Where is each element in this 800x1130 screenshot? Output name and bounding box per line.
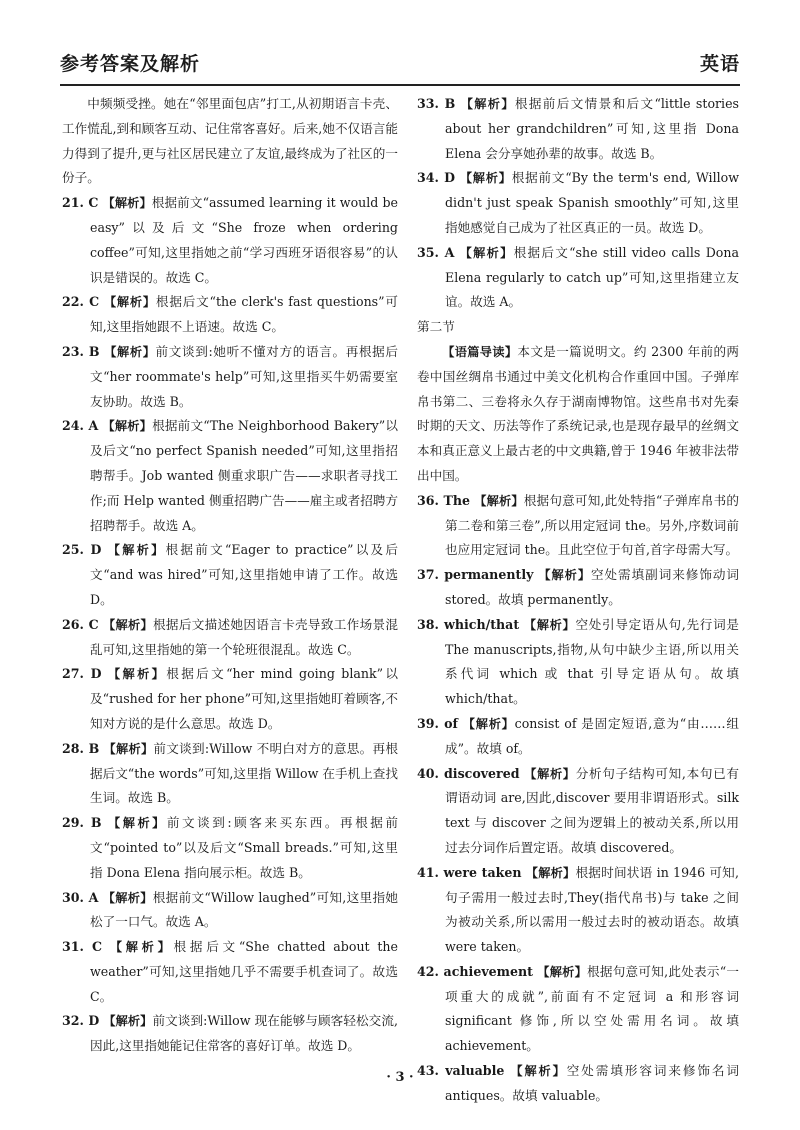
analysis-label: 【解析】 xyxy=(462,716,515,731)
answer-item xyxy=(417,762,739,861)
block-text: 前文谈到:顾客来买东西。再根据前文“pointed to”以及后文“Small breads.”可知,这里指 Dona Elena 指向展示柜。故选 B。 xyxy=(90,815,398,880)
analysis-label: 【解析】 xyxy=(537,964,588,979)
block-text: 本文是一篇说明文。约 2300 年前的两卷中国丝绸帛书通过中美文化机构合作重回中国。子弹库帛书第二、三卷将永久存于湖南博物馆。这些帛书对先秦时期的天文、历法等作了系统记录,也是现存最早的丝绸文本和真正意义上最古老的中文典籍,曾于 1946 年被非法带出中国。 xyxy=(417,343,739,483)
answer-item xyxy=(62,414,398,538)
answer-number: 32. D xyxy=(62,1013,100,1029)
header-subject: 英语 xyxy=(699,53,740,75)
analysis-label: 【解析】 xyxy=(107,543,166,558)
analysis-label: 【解析】 xyxy=(510,1064,567,1079)
left-column xyxy=(62,92,398,1059)
block-text: 第二节 xyxy=(417,319,455,335)
block-text: 根据后文“the clerk's fast questions”可知,这里指她跟不上语速。故选 C。 xyxy=(90,294,398,335)
block-text: 根据前文“The Neighborhood Bakery”以及后文“no perfect Spanish needed”可知,这里指招聘帮手。Job wanted 侧重求职广告——求职者寻找工作;而 Help wanted 侧重招聘广告——雇主或者招聘方招聘帮手。故选 A。 xyxy=(90,418,398,533)
answer-number: 27. D xyxy=(62,666,102,682)
analysis-label: 【解析】 xyxy=(109,940,174,955)
answer-number: 28. B xyxy=(62,740,100,756)
analysis-label: 【解析】 xyxy=(102,196,152,211)
answer-number: 25. D xyxy=(62,542,102,558)
block-text: 中频频受挫。她在“邻里面包店”打工,从初期语言卡壳、工作慌乱,到和顾客互动、记住常客喜好。后来,她不仅语言能力得到了提升,更与社区居民建立了友谊,最终成为了社区的一份子。 xyxy=(62,96,398,186)
answer-number: 38. which/that xyxy=(417,616,520,632)
paragraph xyxy=(62,92,398,191)
right-column xyxy=(417,92,739,1109)
answer-item xyxy=(417,960,739,1059)
analysis-label: 【解析】 xyxy=(523,617,576,632)
analysis-label: 【解析】 xyxy=(103,741,154,756)
analysis-label: 【解析】 xyxy=(102,890,153,905)
analysis-label: 【解析】 xyxy=(103,295,156,310)
analysis-label: 【语篇导读】 xyxy=(442,344,518,359)
block-text: 空处引导定语从句,先行词是 The manuscripts,指物,从句中缺少主语,所以用关系代词 which 或 that 引导定语从句。故填 which/that。 xyxy=(445,616,739,707)
block-text: 根据前文“Willow laughed”可知,这里指她松了一口气。故选 A。 xyxy=(90,889,398,930)
block-text: 前文谈到:她听不懂对方的语言。再根据后文“her roommate's help”可知,这里指买牛奶需要室友协助。故选 B。 xyxy=(90,343,398,409)
answer-item xyxy=(417,861,739,960)
block-text: 分析句子结构可知,本句已有谓语动词 are,因此,discover 要用非谓语形式。silk text 与 discover 之间为逻辑上的被动关系,所以用过去分词作后置定语。故填 discovered。 xyxy=(445,765,739,855)
answer-number: 41. were taken xyxy=(417,864,522,880)
block-text: 根据后文“her mind going blank”以及“rushed for her phone”可知,这里指她盯着顾客,不知对方说的是什么意思。故选 D。 xyxy=(90,666,398,731)
block-text: 根据前文“Eager to practice”以及后文“and was hired”可知,这里指她申请了工作。故选 D。 xyxy=(90,542,398,607)
answer-number: 23. B xyxy=(62,343,100,359)
answer-item xyxy=(62,538,398,612)
analysis-label: 【解析】 xyxy=(102,617,153,632)
analysis-label: 【解析】 xyxy=(459,245,514,260)
answer-item xyxy=(62,935,398,1009)
answer-item xyxy=(62,613,398,663)
answer-number: 37. permanently xyxy=(417,567,534,583)
analysis-label: 【解析】 xyxy=(460,97,515,111)
answer-number: 40. discovered xyxy=(417,765,520,781)
answer-number: 31. C xyxy=(62,939,103,955)
answer-number: 39. of xyxy=(417,715,458,731)
answer-item xyxy=(62,737,398,811)
analysis-label: 【解析】 xyxy=(459,171,512,186)
answer-number: 34. D xyxy=(417,170,456,186)
answer-number: 43. valuable xyxy=(417,1063,505,1079)
analysis-label: 【解析】 xyxy=(474,493,524,508)
answer-item xyxy=(417,166,739,240)
block-text: 根据句意可知,此处表示“一项重大的成就”,前面有不定冠词 a 和形容词 significant 修饰,所以空处需用名词。故填 achievement。 xyxy=(445,963,740,1054)
block-text: 根据后文“she still video calls Dona Elena regularly to catch up”可知,这里指建立友谊。故选 A。 xyxy=(445,244,739,310)
answer-number: 30. A xyxy=(62,889,99,905)
answer-item xyxy=(417,241,739,315)
answer-number: 35. A xyxy=(417,244,455,260)
block-text: 根据句意可知,此处特指“子弹库帛书的第二卷和第三卷”,所以用定冠词 the。另外,序数词前也应用定冠词 the。且此空位于句首,首字母需大写。 xyxy=(445,492,739,558)
answer-number: 42. achievement xyxy=(417,963,533,979)
paragraph xyxy=(417,340,739,489)
answer-item xyxy=(62,191,398,290)
block-text: 根据前后文情景和后文“little stories about her grandchildren”可知,这里指 Dona Elena 会分享她孙辈的故事。故选 B。 xyxy=(445,96,739,161)
answer-item xyxy=(62,290,398,340)
answer-item xyxy=(62,811,398,885)
block-text: 根据前文“By the term's end, Willow didn't just speak Spanish smoothly”可知,这里指她感觉自己成为了社区真正的一员。故选 D。 xyxy=(445,170,739,235)
answer-item xyxy=(62,1009,398,1059)
answer-item xyxy=(62,886,398,936)
block-text: 根据前文“assumed learning it would be easy”以及后文“She froze when ordering coffee”可知,这里指她之前“学习西班牙语很容易”的认识是错误的。故选 C。 xyxy=(90,195,398,285)
analysis-label: 【解析】 xyxy=(524,766,576,781)
block-text: 前文谈到:Willow 现在能够与顾客轻松交流,因此,这里指她能记住常客的喜好订单。故选 D。 xyxy=(90,1013,399,1054)
block-text: 根据后文描述她因语言卡壳导致工作场景混乱可知,这里指她的第一个轮班很混乱。故选 C。 xyxy=(90,616,399,657)
page-header xyxy=(60,40,740,86)
block-text: 空处需填形容词来修饰名词 antiques。故填 valuable。 xyxy=(445,1063,740,1103)
answer-item xyxy=(417,92,739,166)
analysis-label: 【解析】 xyxy=(104,344,156,359)
answer-number: 33. B xyxy=(417,96,456,111)
block-text: 根据后文“She chatted about the weather”可知,这里指她几乎不需要手机查词了。故选 C。 xyxy=(90,939,398,1004)
answer-item xyxy=(417,563,739,613)
page-number: · 3 · xyxy=(386,1070,414,1085)
block-text: 前文谈到:Willow 不明白对方的意思。再根据后文“the words”可知,这里指 Willow 在手机上查找生词。故选 B。 xyxy=(90,740,398,806)
answer-item xyxy=(62,340,398,414)
answer-item xyxy=(417,613,739,712)
analysis-label: 【解析】 xyxy=(103,1014,153,1029)
analysis-label: 【解析】 xyxy=(107,667,167,682)
answer-item xyxy=(417,712,739,762)
section-heading xyxy=(417,315,739,340)
answer-number: 21. C xyxy=(62,195,99,211)
answer-number: 29. B xyxy=(62,815,102,831)
answer-item xyxy=(417,489,739,563)
block-text: 空处需填副词来修饰动词 stored。故填 permanently。 xyxy=(445,567,740,607)
analysis-label: 【解析】 xyxy=(108,816,167,831)
analysis-label: 【解析】 xyxy=(525,865,576,880)
answer-item xyxy=(62,662,398,736)
answer-number: 36. The xyxy=(417,492,471,508)
analysis-label: 【解析】 xyxy=(538,568,591,583)
header-title: 参考答案及解析 xyxy=(60,53,201,75)
block-text: 根据时间状语 in 1946 可知,句子需用一般过去时,They(指代帛书)与 take 之间为被动关系,所以需用一般过去时的被动语态。故填 were taken。 xyxy=(445,864,739,955)
block-text: consist of 是固定短语,意为“由……组成”。故填 of。 xyxy=(445,715,740,756)
answer-number: 22. C xyxy=(62,294,100,310)
answer-number: 24. A xyxy=(62,418,99,434)
answer-number: 26. C xyxy=(62,616,99,632)
analysis-label: 【解析】 xyxy=(102,419,153,434)
